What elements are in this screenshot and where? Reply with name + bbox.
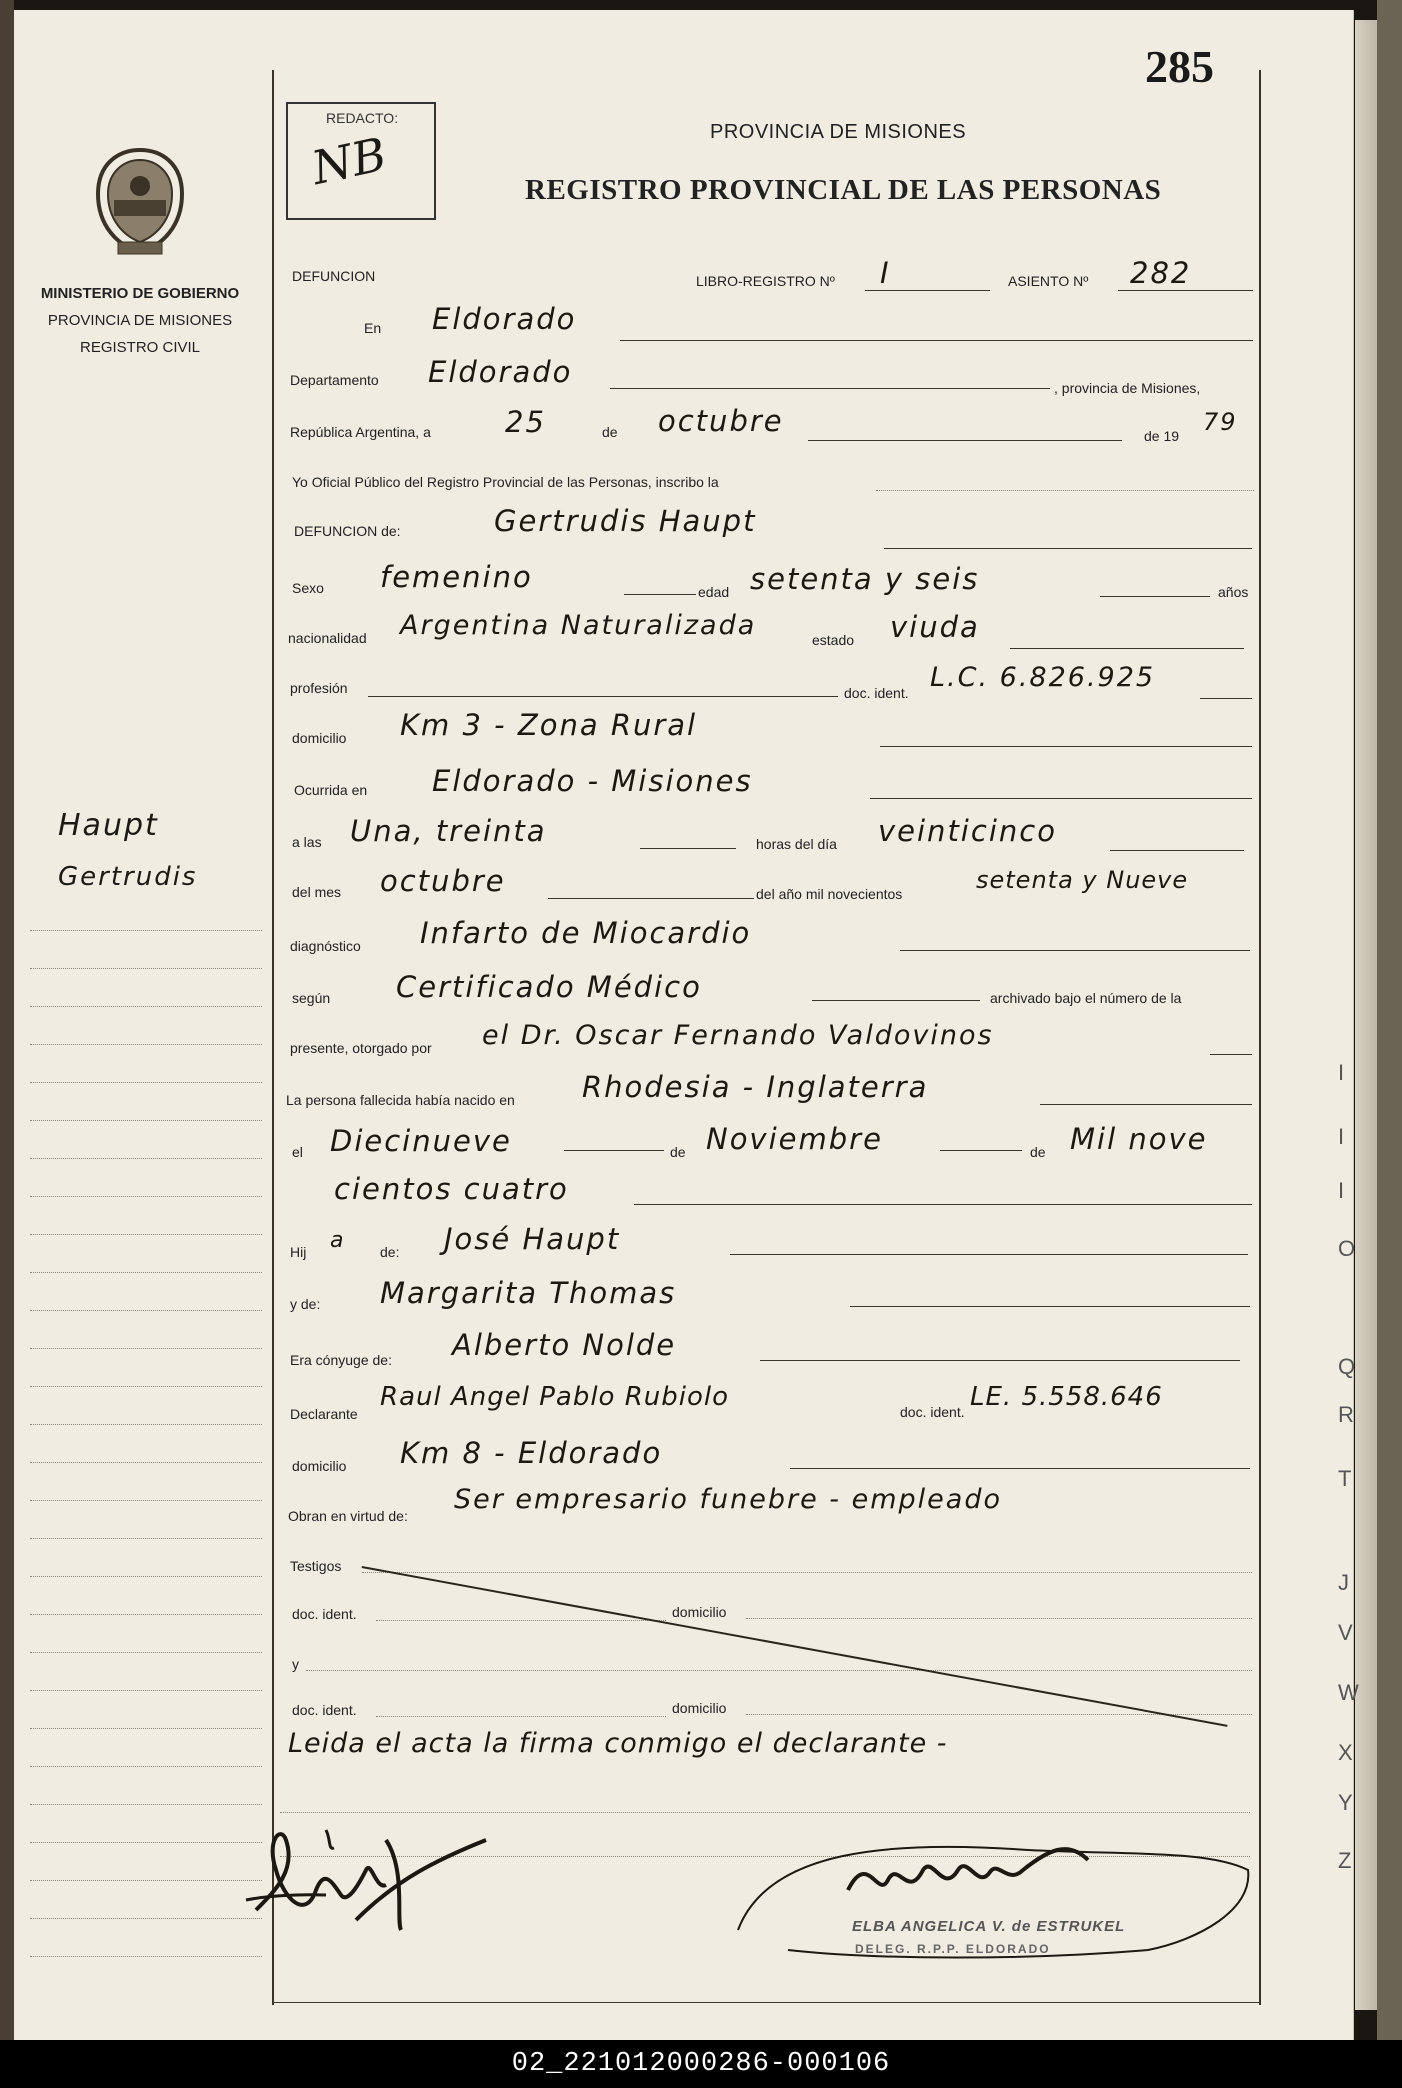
declarante-signature-icon (236, 1800, 556, 1950)
margin-ruling (30, 1690, 262, 1692)
hij-de-label: de: (380, 1244, 400, 1260)
alas-label: a las (292, 834, 322, 850)
margin-ruling (30, 1272, 262, 1274)
nacido-label: La persona fallecida había nacido en (286, 1092, 515, 1108)
declarante-label: Declarante (290, 1406, 358, 1422)
ministerio-block (34, 280, 246, 361)
docident3-line (376, 1620, 666, 1621)
margin-ruling (30, 1880, 262, 1882)
difunto-value: Gertrudis Haupt (494, 504, 757, 538)
conyuge-label: Era cónyuge de: (290, 1352, 392, 1368)
ocurrida-value: Eldorado - Misiones (432, 764, 753, 798)
coat-of-arms-icon (90, 146, 190, 258)
margin-ruling (30, 1766, 262, 1768)
padre-value: José Haupt (444, 1222, 621, 1256)
margin-ruling (30, 1158, 262, 1160)
docident2-value: LE. 5.558.646 (970, 1382, 1163, 1412)
testigos-line (362, 1572, 1252, 1573)
header-provincia: PROVINCIA DE MISIONES (710, 121, 967, 143)
asiento-label: ASIENTO Nº (1008, 273, 1089, 289)
asiento-value: 282 (1130, 256, 1192, 290)
hij-label: Hij (290, 1244, 307, 1260)
edad-value: setenta y seis (750, 562, 980, 596)
departamento-label: Departamento (290, 372, 379, 388)
anio2-value: Mil nove (1070, 1122, 1208, 1156)
yo-oficial: Yo Oficial Público del Registro Provincial de las Personas, inscribo la (292, 474, 719, 490)
anio2-continuation: cientos cuatro (334, 1172, 569, 1206)
ocurrida-line (870, 798, 1252, 799)
ocurrida-label: Ocurrida en (294, 782, 368, 798)
docident4-label: doc. ident. (292, 1702, 357, 1718)
presente-line (1210, 1054, 1252, 1055)
en-line (620, 340, 1253, 341)
domicilio-value: Km 3 - Zona Rural (400, 708, 698, 742)
el-label: el (292, 1144, 303, 1160)
margin-ruling (30, 1120, 262, 1122)
redacto-initials: NB (307, 126, 391, 196)
madre-value: Margarita Thomas (380, 1276, 677, 1310)
page-number: 285 (1145, 41, 1214, 92)
archivado-label: archivado bajo el número de la (990, 990, 1182, 1006)
presente-value: el Dr. Oscar Fernando Valdovinos (482, 1020, 994, 1051)
mes-line (808, 440, 1122, 441)
margin-ruling (30, 968, 262, 970)
index-tab[interactable]: Q (1338, 1354, 1356, 1379)
margin-ruling (30, 1538, 262, 1540)
presente-label: presente, otorgado por (290, 1040, 432, 1056)
horas-value: veinticinco (878, 814, 1057, 848)
el-value: Diecinueve (330, 1124, 512, 1158)
segun-label: según (292, 990, 331, 1006)
margin-given-name: Gertrudis (58, 862, 198, 892)
horas-line (1110, 850, 1244, 851)
index-tab[interactable]: W (1338, 1680, 1359, 1705)
estado-line (1010, 648, 1244, 649)
domicilio2-label: domicilio (292, 1458, 347, 1474)
republica-label: República Argentina, a (290, 424, 431, 440)
ministerio-line2: PROVINCIA DE MISIONES (47, 312, 233, 329)
docident2-label: doc. ident. (900, 1404, 965, 1420)
margin-surname: Haupt (58, 808, 159, 843)
index-tab[interactable]: R (1338, 1402, 1354, 1427)
index-tab[interactable]: T (1338, 1466, 1352, 1491)
margin-ruling (30, 1576, 262, 1578)
declarante-value: Raul Angel Pablo Rubiolo (380, 1382, 730, 1412)
book-spine (0, 0, 14, 2040)
libro-value: I (880, 256, 891, 290)
delmes-line (548, 898, 754, 899)
anio-value: 79 (1203, 408, 1238, 436)
edad-line (1100, 596, 1210, 597)
domicilio2-value: Km 8 - Eldorado (400, 1436, 663, 1470)
obran-value: Ser empresario funebre - empleado (454, 1484, 1002, 1515)
hij-suffix: a (330, 1228, 346, 1253)
margin-ruling (30, 1234, 262, 1236)
testigos-label: Testigos (290, 1558, 342, 1574)
official-signature-icon (728, 1810, 1258, 1960)
margin-ruling (30, 930, 262, 932)
edad-label: edad (698, 584, 730, 600)
margin-ruling (30, 1500, 262, 1502)
departamento-value: Eldorado (428, 355, 573, 389)
defuncion-title: DEFUNCION (292, 268, 376, 284)
anio-mil-value: setenta y Nueve (976, 866, 1189, 894)
nacido-value: Rhodesia - Inglaterra (582, 1070, 929, 1104)
right-rule (1259, 70, 1261, 2005)
provincia-suffix: , provincia de Misiones, (1054, 380, 1201, 396)
alas-line (640, 848, 736, 849)
segun-value: Certificado Médico (396, 970, 702, 1004)
delmes-value: octubre (380, 864, 506, 898)
ministerio-line3: REGISTRO CIVIL (79, 339, 201, 356)
difunto-line (884, 548, 1252, 549)
domicilio-label: domicilio (292, 730, 347, 746)
libro-line (865, 290, 990, 291)
margin-ruling (30, 1196, 262, 1198)
estado-label: estado (812, 632, 855, 648)
leida-statement: Leida el acta la firma conmigo el declarante - (288, 1728, 948, 1759)
docident-value: L.C. 6.826.925 (930, 662, 1156, 693)
index-tab[interactable]: J (1338, 1570, 1349, 1595)
diagnostico-label: diagnóstico (290, 938, 361, 954)
domicilio3-label: domicilio (672, 1604, 727, 1620)
segun-line (812, 1000, 980, 1001)
index-tab[interactable]: X (1338, 1740, 1353, 1765)
index-tab[interactable]: I (1338, 1124, 1345, 1149)
page-edges (1355, 20, 1377, 2010)
margin-ruling (30, 1804, 262, 1806)
margin-ruling (30, 1044, 262, 1046)
nacido-line (1040, 1104, 1252, 1105)
redacto-label: REDACTO: (326, 110, 399, 126)
padre-line (730, 1254, 1248, 1255)
index-tab[interactable]: I (1338, 1060, 1345, 1085)
de3-label: de (1030, 1144, 1046, 1160)
madre-line (850, 1306, 1250, 1307)
de19-label: de 19 (1144, 428, 1180, 444)
profesion-label: profesión (290, 680, 348, 696)
conyuge-line (760, 1360, 1240, 1361)
margin-ruling (30, 1424, 262, 1426)
margin-rule (272, 70, 274, 2005)
alas-value: Una, treinta (350, 814, 547, 848)
index-tab[interactable]: Y (1338, 1790, 1353, 1815)
margin-ruling (30, 1348, 262, 1350)
diagnostico-value: Infarto de Miocardio (420, 916, 752, 950)
domicilio-line (880, 746, 1252, 747)
diagnostico-line (900, 950, 1250, 951)
book-cover (1377, 0, 1402, 2040)
margin-ruling (30, 1006, 262, 1008)
anio-mil-label: del año mil novecientos (756, 886, 903, 902)
el-line (564, 1150, 664, 1151)
margin-ruling (30, 1462, 262, 1464)
departamento-line (610, 388, 1050, 389)
libro-label: LIBRO-REGISTRO Nº (696, 273, 835, 289)
yde-label: y de: (290, 1296, 321, 1312)
de-label: de (602, 424, 618, 440)
ministerio-line1: MINISTERIO DE GOBIERNO (40, 285, 240, 302)
docident3-label: doc. ident. (292, 1606, 357, 1622)
margin-ruling (30, 1918, 262, 1920)
defuncion-de-label: DEFUNCION de: (294, 523, 401, 539)
docident4-line (376, 1716, 666, 1717)
stamp-official-name: ELBA ANGELICA V. de ESTRUKEL (852, 1918, 1126, 1935)
sexo-label: Sexo (292, 580, 324, 596)
mes2-line (940, 1150, 1022, 1151)
dia-value: 25 (505, 405, 546, 439)
image-id-bar (0, 2040, 1402, 2088)
margin-ruling (30, 1386, 262, 1388)
estado-value: viuda (890, 610, 980, 644)
nacionalidad-label: nacionalidad (288, 630, 367, 646)
header-registro: REGISTRO PROVINCIAL DE LAS PERSONAS (525, 174, 1162, 206)
en-label: En (364, 320, 382, 336)
index-tab[interactable]: Z (1338, 1848, 1352, 1873)
domicilio3-line (746, 1618, 1252, 1619)
margin-ruling (30, 1310, 262, 1312)
margin-ruling (30, 1614, 262, 1616)
en-value: Eldorado (432, 302, 577, 336)
mes-value: octubre (658, 404, 784, 438)
margin-ruling (30, 1082, 262, 1084)
obran-label: Obran en virtud de: (288, 1508, 408, 1524)
delmes-label: del mes (292, 884, 342, 900)
margin-ruling (30, 1842, 262, 1844)
nacionalidad-value: Argentina Naturalizada (400, 610, 757, 641)
domicilio4-label: domicilio (672, 1700, 727, 1716)
index-tab[interactable]: O (1338, 1236, 1356, 1261)
margin-ruling (30, 1728, 262, 1730)
stamp-office: DELEG. R.P.P. ELDORADO (855, 1942, 1051, 1956)
docident-label: doc. ident. (844, 685, 909, 701)
conyuge-value: Alberto Nolde (452, 1328, 677, 1362)
sexo-value: femenino (380, 560, 533, 594)
anio2-cont-line (634, 1204, 1252, 1205)
sexo-line (624, 594, 696, 595)
horas-label: horas del día (756, 836, 837, 852)
domicilio2-line (790, 1468, 1250, 1469)
margin-ruling (30, 1956, 262, 1958)
anos-label: años (1218, 584, 1249, 600)
y-label: y (292, 1656, 299, 1672)
docident-line (1200, 698, 1252, 699)
de2-label: de (670, 1144, 686, 1160)
bottom-rule (272, 2002, 1260, 2003)
asiento-line (1118, 290, 1253, 291)
index-tab[interactable]: I (1338, 1178, 1345, 1203)
yo-line (876, 490, 1254, 491)
y-line (306, 1670, 1252, 1671)
redacto-box (286, 102, 436, 220)
image-id-text: 02_221012000286-000106 (511, 2049, 891, 2079)
profesion-line (368, 696, 838, 697)
index-tab[interactable]: V (1338, 1620, 1353, 1645)
mes2-value: Noviembre (706, 1122, 883, 1156)
margin-ruling (30, 1652, 262, 1654)
